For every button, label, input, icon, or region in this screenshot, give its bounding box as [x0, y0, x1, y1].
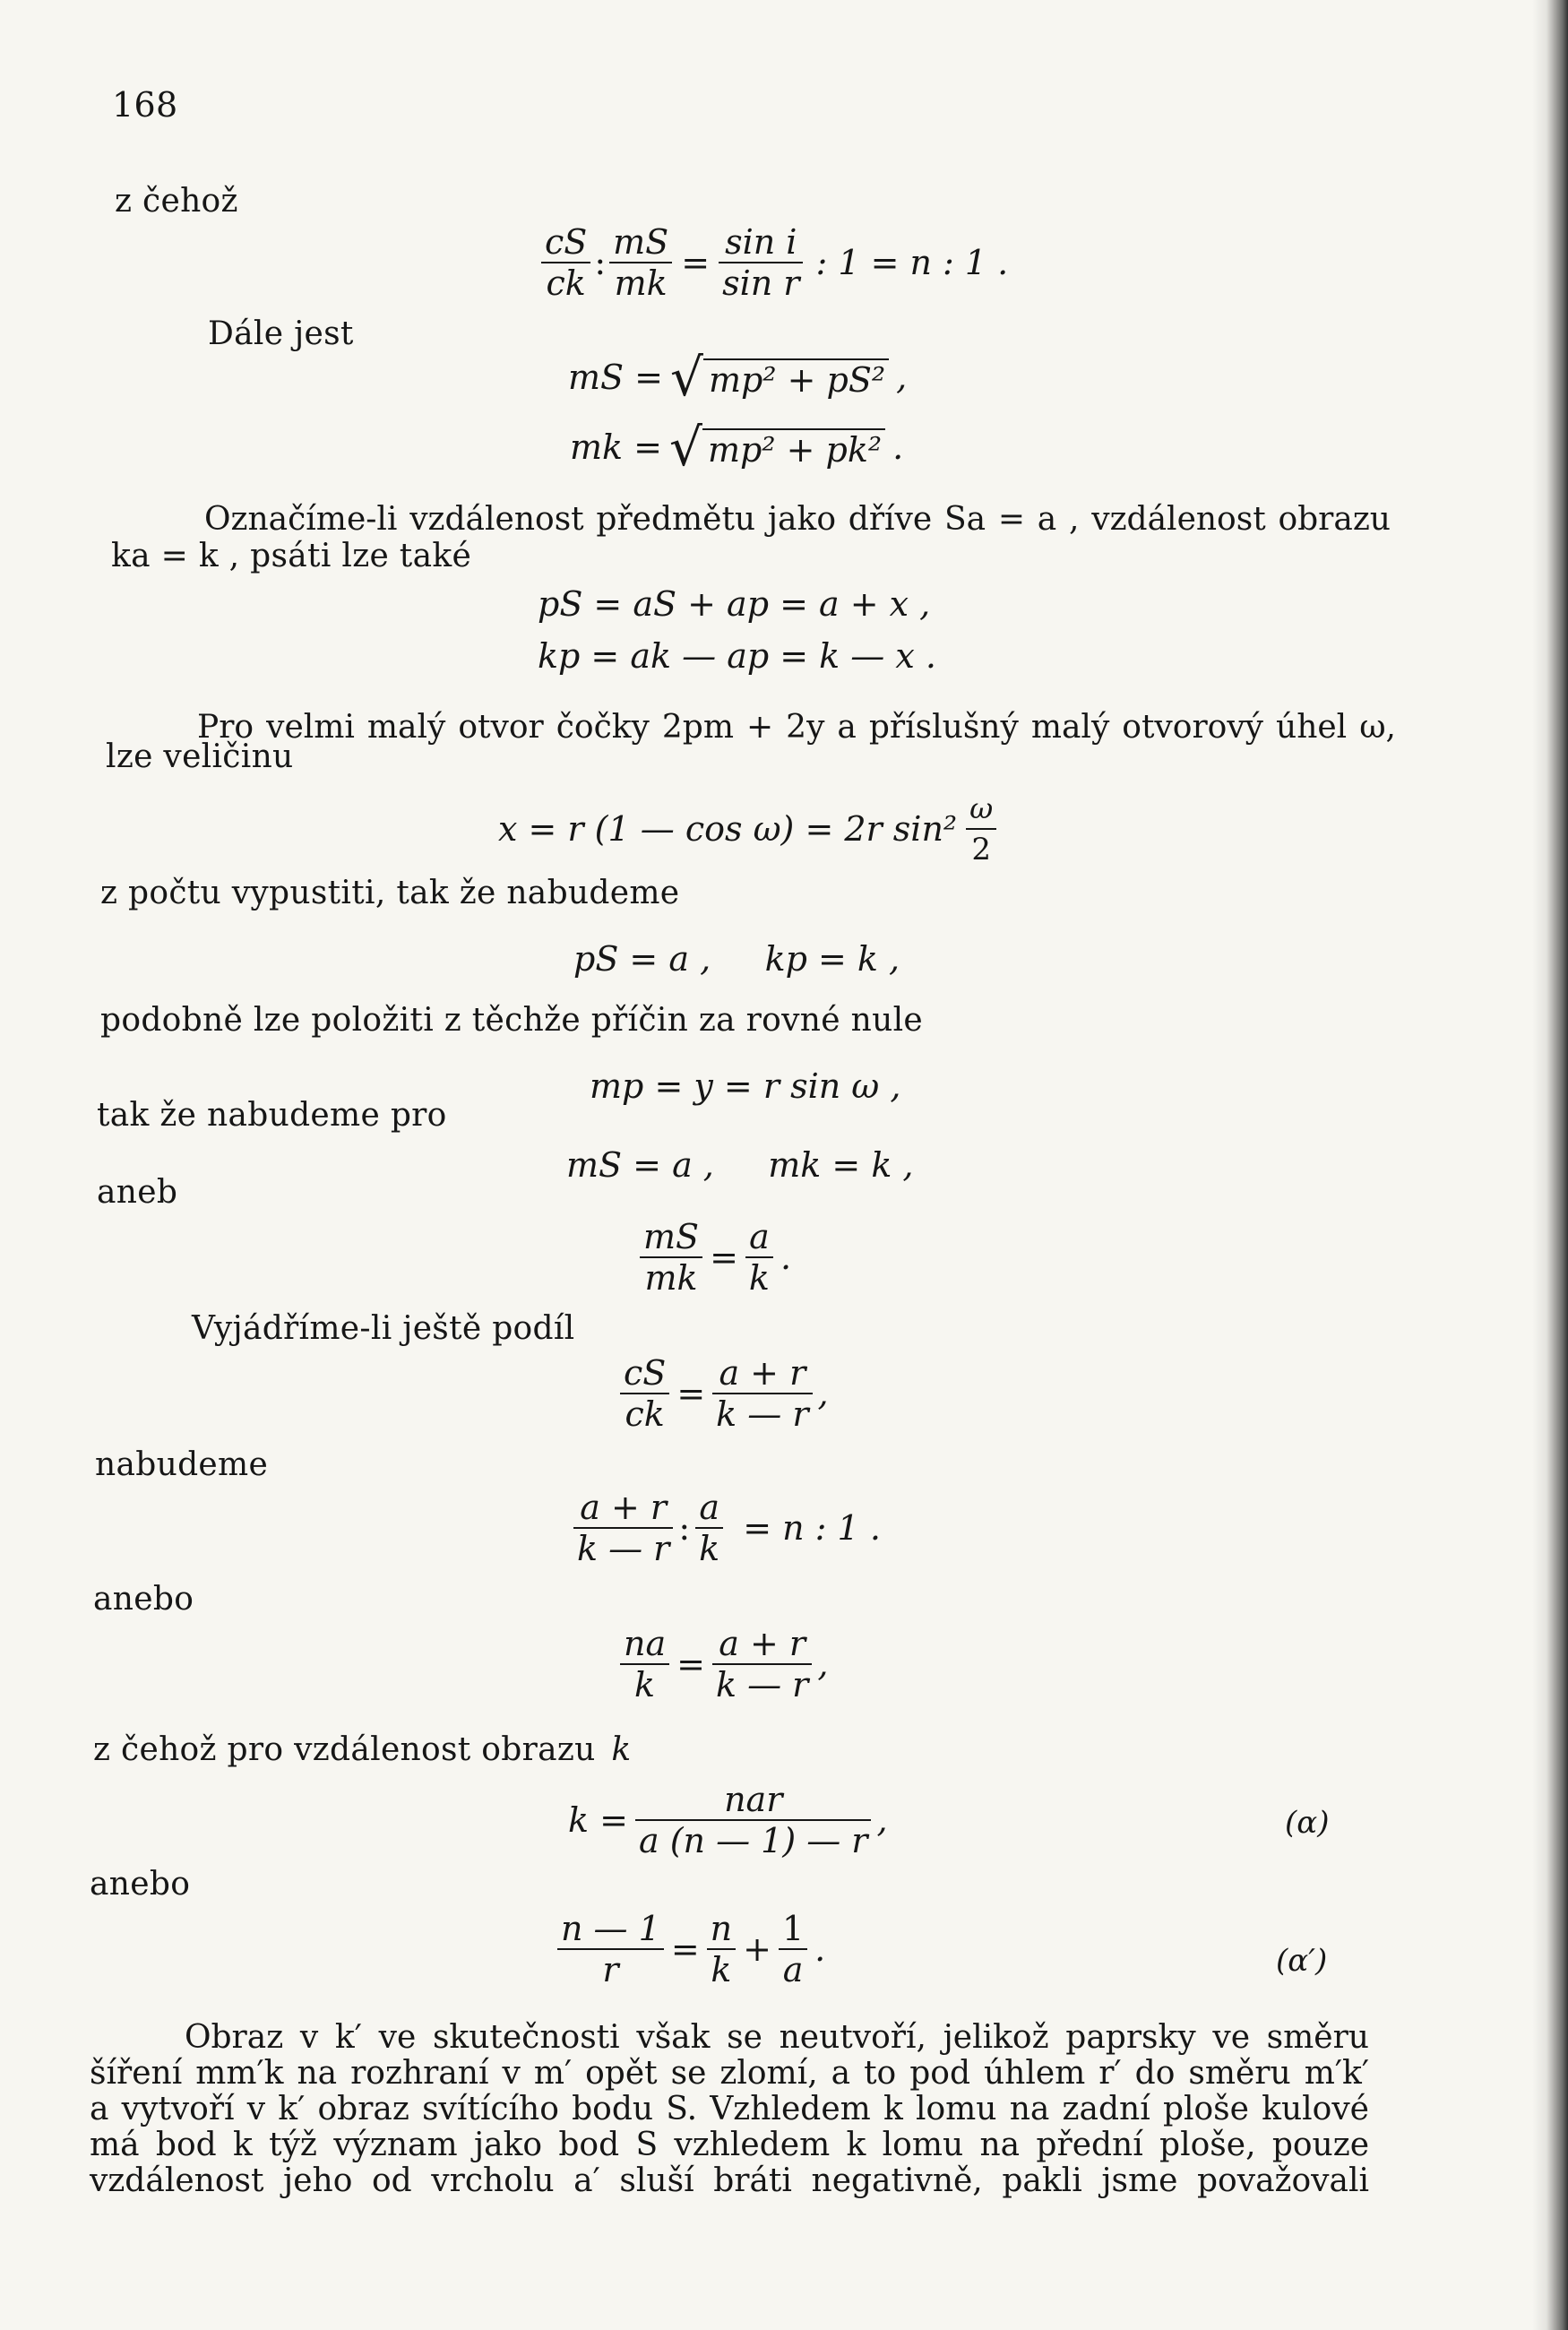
equation-rest: = n : 1 .	[743, 1508, 881, 1548]
equation-lhs: k =	[568, 1800, 628, 1840]
radical-sign: √	[668, 417, 702, 478]
denominator: a (n — 1) — r	[638, 1821, 868, 1860]
fraction	[640, 1217, 702, 1298]
paragraph-1-line-2: ka = k , psáti lze také	[111, 538, 472, 574]
denominator: k	[699, 1529, 720, 1568]
numerator: n — 1	[557, 1909, 664, 1950]
final-paragraph-line-2: šíření mm′k na rozhraní v m′ opět se zlomí, a to pod úhlem r′ do směru m′k′	[90, 2055, 1369, 2092]
numerator: cS	[620, 1353, 669, 1394]
fraction	[573, 1488, 673, 1568]
fraction	[620, 1624, 669, 1704]
equation-8: mp = y = r sin ω ,	[590, 1066, 901, 1106]
fraction	[557, 1909, 664, 1989]
equation-lhs: x = r (1 — cos ω) = 2r sin²	[498, 809, 958, 849]
numerator: 1	[779, 1909, 807, 1950]
punct: ,	[817, 1644, 829, 1684]
operator: =	[676, 1644, 705, 1684]
text-vyjadrime: Vyjádříme-li ještě podíl	[192, 1310, 575, 1347]
numerator: n	[707, 1909, 736, 1950]
fraction	[635, 1780, 872, 1860]
final-paragraph-line-5: vzdálenost jeho od vrcholu a′ sluší bráti negativně, pakli jsme považovali	[90, 2162, 1369, 2199]
final-paragraph-line-1: Obraz v k′ ve skutečnosti však se neutvoří, jelikož paprsky ve směru	[185, 2019, 1369, 2056]
variable-k: k	[611, 1731, 632, 1768]
punct: .	[892, 427, 904, 467]
numerator: a	[695, 1488, 723, 1529]
denominator: k	[748, 1258, 770, 1298]
text-run: z čehož pro vzdálenost obrazu	[93, 1731, 596, 1768]
operator: =	[710, 1238, 738, 1277]
numerator: nar	[635, 1780, 872, 1821]
operator: +	[743, 1929, 771, 1969]
denominator: mk	[644, 1258, 698, 1298]
denominator: 2	[971, 832, 992, 867]
punct: ,	[876, 1800, 888, 1840]
text-z-poctu: z počtu vypustiti, tak že nabudeme	[100, 875, 680, 911]
fraction	[745, 1217, 773, 1298]
final-paragraph-line-4: má bod k týž význam jako bod S vzhledem k lomu na přední ploše, pouze	[90, 2127, 1369, 2163]
numerator: na	[620, 1624, 669, 1665]
denominator: sin r	[722, 263, 800, 303]
operator: =	[681, 243, 711, 282]
fraction	[719, 222, 803, 303]
text-aneb: aneb	[97, 1174, 178, 1211]
equation-1	[541, 222, 1008, 303]
punct: .	[814, 1929, 826, 1969]
fraction	[966, 789, 996, 869]
text-anebo-2: anebo	[90, 1866, 191, 1903]
equation-13	[620, 1624, 828, 1704]
denominator: k — r	[715, 1665, 809, 1704]
numerator: mS	[609, 222, 672, 263]
equation-7: pS = a , kp = k ,	[573, 939, 900, 979]
equation-lhs: mS =	[568, 358, 663, 397]
text-anebo-1: anebo	[93, 1581, 194, 1618]
text-nabudeme: nabudeme	[95, 1446, 269, 1483]
sqrt	[668, 417, 885, 478]
numerator: mS	[640, 1217, 702, 1258]
equation-2	[568, 347, 908, 408]
radical-sign: √	[669, 347, 703, 408]
numerator: ω	[966, 789, 996, 830]
operator: =	[676, 1374, 706, 1413]
denominator: mk	[614, 263, 668, 303]
operator: =	[670, 1929, 700, 1969]
denominator: k — r	[716, 1394, 809, 1434]
page-edge-shadow	[1532, 0, 1568, 2330]
equation-label-alpha-prime: (α′)	[1276, 1943, 1328, 1979]
numerator: a + r	[712, 1353, 812, 1394]
numerator: sin i	[719, 222, 803, 263]
text-podobne: podobně lze položiti z těchže příčin za rovné nule	[100, 1002, 923, 1039]
page-number: 168	[112, 85, 178, 125]
sqrt	[669, 347, 889, 408]
denominator: r	[602, 1950, 619, 1989]
equation-11	[620, 1353, 829, 1434]
radicand: mp² + pS²	[703, 358, 889, 400]
fraction	[541, 222, 590, 303]
paragraph-1-line-1: Označíme-li vzdálenost předmětu jako dříve Sa = a , vzdálenost obrazu	[204, 501, 1391, 538]
final-paragraph-line-3: a vytvoří v k′ obraz svítícího bodu S. Vzhledem k lomu na zadní ploše kulové	[90, 2091, 1369, 2127]
denominator: ck	[546, 263, 586, 303]
numerator: a + r	[712, 1624, 812, 1665]
equation-rest: : 1 = n : 1 .	[815, 243, 1009, 282]
numerator: a + r	[573, 1488, 673, 1529]
equation-lhs: mk =	[570, 427, 662, 467]
text-tak-ze: tak že nabudeme pro	[97, 1097, 447, 1134]
equation-4: pS = aS + ap = a + x ,	[538, 584, 931, 624]
operator: :	[594, 243, 607, 282]
punct: ,	[896, 358, 908, 397]
equation-5: kp = ak — ap = k — x .	[538, 636, 936, 676]
numerator: a	[745, 1217, 773, 1258]
paragraph-2-line-2: lze veličinu	[106, 738, 294, 775]
fraction	[695, 1488, 723, 1568]
punct: .	[780, 1238, 792, 1277]
text-dale-jest: Dále jest	[208, 315, 354, 352]
denominator: k	[634, 1665, 656, 1704]
fraction	[707, 1909, 736, 1989]
denominator: k	[711, 1950, 732, 1989]
radicand: mp² + pk²	[702, 428, 885, 470]
equation-14	[568, 1780, 888, 1860]
fraction	[712, 1353, 812, 1434]
denominator: ck	[625, 1394, 665, 1434]
equation-label-alpha: (α)	[1285, 1805, 1330, 1841]
equation-10	[640, 1217, 791, 1298]
fraction	[712, 1624, 812, 1704]
equation-6	[498, 789, 996, 869]
fraction	[620, 1353, 669, 1434]
text-z-cehoz: z čehož	[115, 183, 238, 220]
denominator: a	[782, 1950, 804, 1989]
equation-3	[570, 417, 904, 478]
equation-12	[573, 1488, 881, 1568]
operator: :	[678, 1508, 691, 1548]
fraction	[779, 1909, 807, 1989]
paragraph-2-line-1: Pro velmi malý otvor čočky 2pm + 2y a příslušný malý otvorový úhel ω,	[197, 709, 1396, 746]
denominator: k — r	[577, 1529, 670, 1568]
numerator: cS	[541, 222, 590, 263]
fraction	[609, 222, 672, 303]
text-z-cehoz-pro	[93, 1731, 632, 1769]
equation-15	[557, 1909, 825, 1989]
punct: ,	[817, 1374, 829, 1413]
equation-9: mS = a , mk = k ,	[566, 1145, 914, 1185]
